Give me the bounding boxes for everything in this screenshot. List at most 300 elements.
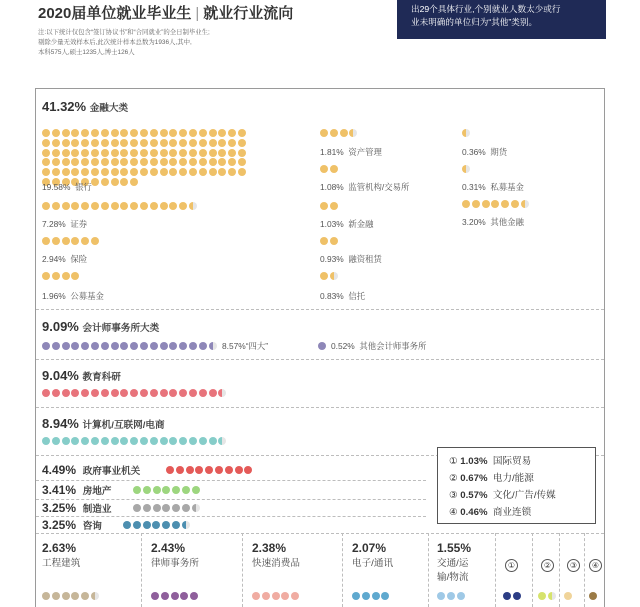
dot [228,139,236,147]
dot [176,466,184,474]
lawfirm-pct: 2.43% [151,541,186,555]
dot [199,149,207,157]
finance-label: 金融大类 [89,103,129,114]
dot [71,592,79,600]
dot [209,158,217,166]
dot [195,466,203,474]
dot [589,592,597,600]
public-fund-label [42,290,104,302]
other-accounting-pct: 0.52% [331,341,355,351]
dot [42,272,50,280]
dot [160,202,168,210]
dot [199,437,207,445]
dot [91,202,99,210]
dot [52,272,60,280]
half-dot [182,521,190,529]
accounting-label: 会计师事务所大类 [82,323,160,334]
dot [133,521,141,529]
it-total-pct: 8.94% [42,416,79,431]
realestate-dots [133,486,223,494]
dot [218,149,226,157]
dot [491,200,499,208]
private-fund-label [462,181,524,193]
dot [199,129,207,137]
dot [42,237,50,245]
electronics-dots [352,592,426,600]
dot [101,437,109,445]
dot [62,149,70,157]
dot [225,466,233,474]
construction-col [42,541,80,569]
dot [228,158,236,166]
dot [130,202,138,210]
dot [52,237,60,245]
dot [151,592,159,600]
dot [169,129,177,137]
dot [209,129,217,137]
dot [91,237,99,245]
legend-pct: 0.57% [460,490,488,501]
dot [169,202,177,210]
dot [81,237,89,245]
dot [172,521,180,529]
dot [101,202,109,210]
bank-dots [42,129,252,186]
big4-pct: 8.57% [222,341,246,351]
dot [91,129,99,137]
construction-name: 工程建筑 [42,558,81,569]
dot [140,342,148,350]
dot [179,437,187,445]
dot [262,592,270,600]
circle-num-2: ② [541,559,554,572]
dot [120,139,128,147]
dot [160,158,168,166]
dot [42,129,50,137]
private-fund-dots [462,165,592,173]
accounting-total [42,319,159,334]
dot [123,521,131,529]
consulting-name: 咨询 [82,521,102,532]
it-dots [42,437,242,445]
dot [91,178,99,186]
dot [330,237,338,245]
dot [62,202,70,210]
dot [81,592,89,600]
trust-name: 信托 [348,291,366,301]
circle-num-4: ④ [589,559,602,572]
dot [81,158,89,166]
dot [62,129,70,137]
dot [330,202,338,210]
dot [42,592,50,600]
dot [120,202,128,210]
asset-mgmt-name: 资产管理 [348,147,382,157]
dot [189,149,197,157]
dot [150,158,158,166]
dot [130,437,138,445]
note-line: 剔除少量无效样本后,此次统计样本总数为1936人,其中, [38,39,192,46]
dot [189,139,197,147]
dot [91,437,99,445]
dot [192,486,200,494]
dot [62,237,70,245]
dot [42,168,50,176]
dot [179,168,187,176]
dot [179,129,187,137]
dot [101,168,109,176]
dot [140,129,148,137]
dot [81,389,89,397]
dot [81,342,89,350]
legend-pct: 0.67% [460,473,488,484]
dot [160,139,168,147]
private-fund-name: 私募基金 [490,182,524,192]
dot [111,342,119,350]
dot [238,149,246,157]
dot [111,437,119,445]
manufacturing-pct: 3.25% [42,501,77,515]
other-accounting-dot [318,342,326,350]
dot [81,139,89,147]
legend-name: 文化/广告/传媒 [492,490,556,501]
retail-dots [589,592,603,600]
dot [330,129,338,137]
dot [120,342,128,350]
dot [71,272,79,280]
leasing-label [320,253,382,265]
dot [179,149,187,157]
new-finance-dots [320,202,440,210]
dot [179,158,187,166]
dot [71,139,79,147]
dot [152,521,160,529]
private-fund-pct: 0.31% [462,182,486,192]
dot [42,202,50,210]
other-finance-pct: 3.20% [462,217,486,227]
dot [320,202,328,210]
legend-pct: 0.46% [460,507,488,518]
education-total [42,368,121,383]
energy-dots [538,592,560,600]
public-fund-dots [42,272,252,280]
regulator-dots [320,165,440,173]
dot [150,202,158,210]
dot [179,342,187,350]
legend-box [437,447,596,524]
dot [172,486,180,494]
dot [52,592,60,600]
note-line: 本科575人,硕士1235人,博士126人 [38,49,135,56]
gov-row [42,463,140,477]
dot [140,139,148,147]
futures-name: 期货 [490,147,508,157]
dot [281,592,289,600]
dot [71,202,79,210]
dot [120,168,128,176]
dot [238,158,246,166]
dot [437,592,445,600]
dot [111,149,119,157]
col-separator [495,533,496,607]
legend-name: 电力/能源 [492,473,534,484]
other-finance-name: 其他金融 [490,217,524,227]
dot [52,139,60,147]
dot [457,592,465,600]
dot [111,178,119,186]
media-dots [564,592,586,600]
gov-name: 政府事业机关 [82,466,141,477]
finance-total [42,99,128,114]
legend-item [449,453,595,470]
dot [189,437,197,445]
row-separator [36,480,426,481]
dot [130,149,138,157]
dot [205,466,213,474]
education-dots [42,389,242,397]
consulting-row [42,518,102,532]
dot [160,342,168,350]
construction-dots [42,592,137,600]
dot [182,486,190,494]
dot [91,389,99,397]
construction-pct: 2.63% [42,541,77,555]
education-total-pct: 9.04% [42,368,79,383]
dot [209,139,217,147]
dot [162,521,170,529]
manufacturing-dots [133,504,223,512]
dot [162,504,170,512]
dot [42,139,50,147]
finance-total-pct: 41.32% [42,99,87,114]
half-dot [462,129,470,137]
dot [482,200,490,208]
futures-dots [462,129,592,137]
bank-pct: 19.58% [42,182,71,192]
dot [189,129,197,137]
dot [372,592,380,600]
legend-item [449,470,595,487]
dot [150,149,158,157]
dot [166,466,174,474]
leasing-pct: 0.93% [320,254,344,264]
dot [362,592,370,600]
dot [238,129,246,137]
dot [209,149,217,157]
dot [153,486,161,494]
dot [52,342,60,350]
dot [218,158,226,166]
dot [172,504,180,512]
dot [120,389,128,397]
dot [218,129,226,137]
dot [111,202,119,210]
half-dot [330,272,338,280]
dot [120,149,128,157]
half-dot [462,165,470,173]
it-total [42,416,165,431]
dot [150,129,158,137]
regulator-label [320,181,409,193]
securities-name: 证券 [70,219,88,229]
realestate-name: 房地产 [82,486,112,497]
dot [52,389,60,397]
dot [130,129,138,137]
col-separator [242,533,243,607]
dot [91,149,99,157]
manufacturing-name: 制造业 [82,504,112,515]
dot [91,342,99,350]
new-finance-pct: 1.03% [320,219,344,229]
insurance-dots [42,237,252,245]
dot [238,139,246,147]
insurance-name: 保险 [70,254,88,264]
fmcg-dots [252,592,340,600]
dot [179,202,187,210]
fmcg-col [252,541,300,569]
dot [169,158,177,166]
legend-num: ② [449,473,458,484]
row-separator [36,359,604,360]
col-separator [428,533,429,607]
dot [169,149,177,157]
dot [228,129,236,137]
dot [101,389,109,397]
dot [169,389,177,397]
education-label: 教育科研 [82,372,121,383]
dot [564,592,572,600]
regulator-name: 监管机构/交易所 [348,182,410,192]
other-accounting-label [331,340,426,352]
dot [150,389,158,397]
futures-label [462,146,507,158]
futures-pct: 0.36% [462,147,486,157]
title-main: 2020届单位就业毕业生 [38,5,192,22]
dot [462,200,470,208]
dot [120,158,128,166]
new-finance-name: 新金融 [348,219,374,229]
col-separator [342,533,343,607]
securities-dots [42,202,252,210]
manufacturing-row [42,501,111,515]
dot [130,139,138,147]
dot [101,178,109,186]
dot [160,149,168,157]
dot [91,168,99,176]
dot [101,158,109,166]
dot [133,486,141,494]
electronics-name: 电子/通讯 [352,558,394,569]
dot [244,466,252,474]
dot [169,139,177,147]
dot [179,389,187,397]
note-line: 注:以下统计仅包含“签订协议书”和“合同就业”的全日制毕业生; [38,29,210,36]
dot [71,237,79,245]
dot [42,158,50,166]
asset-mgmt-pct: 1.81% [320,147,344,157]
row-separator [36,309,604,310]
logistics-name-line2: 输/物流 [437,572,469,583]
dot [199,158,207,166]
other-accounting-name: 其他会计师事务所 [359,341,427,351]
dot [71,389,79,397]
dot [52,202,60,210]
dot [143,521,151,529]
dot [150,437,158,445]
dot [162,486,170,494]
gov-dots [166,466,266,474]
dot [81,149,89,157]
dot [513,592,521,600]
other-finance-label [462,216,524,228]
fmcg-pct: 2.38% [252,541,287,555]
dot [538,592,546,600]
dot [160,168,168,176]
dot [199,168,207,176]
legend-item [449,487,595,504]
dot [209,389,217,397]
logistics-name-line1: 交通/运 [437,558,469,569]
dot [101,139,109,147]
asset-mgmt-dots [320,129,440,137]
dot [52,437,60,445]
dot [272,592,280,600]
dot [140,437,148,445]
dot [71,149,79,157]
corner-note-line: 业未明确的单位归为“其他”类别。 [411,17,538,27]
col-separator [141,533,142,607]
dot [71,437,79,445]
dot [199,389,207,397]
asset-mgmt-label [320,146,382,158]
half-dot [218,389,226,397]
sample-note [38,28,318,58]
dot [511,200,519,208]
row-separator [36,533,604,534]
dot [71,168,79,176]
big4-name: “四大” [245,341,269,351]
dot [320,129,328,137]
trust-dots [320,272,440,280]
intl-trade-dots [503,592,533,600]
dot [160,129,168,137]
dot [71,342,79,350]
consulting-pct: 3.25% [42,518,77,532]
dot [81,437,89,445]
dot [42,149,50,157]
half-dot [218,437,226,445]
dot [186,466,194,474]
dot [62,389,70,397]
dot [171,592,179,600]
dot [111,168,119,176]
legend-name: 国际贸易 [492,456,532,467]
dot [130,178,138,186]
dot [472,200,480,208]
realestate-pct: 3.41% [42,483,77,497]
dot [182,504,190,512]
public-fund-pct: 1.96% [42,291,66,301]
logistics-dots [437,592,493,600]
dot [209,437,217,445]
dot [150,342,158,350]
half-dot [209,342,217,350]
gov-pct: 4.49% [42,463,77,477]
leasing-dots [320,237,440,245]
fmcg-name: 快速消费品 [252,558,300,569]
legend-pct: 1.03% [460,456,488,467]
title-subtitle: 就业行业流向 [203,5,294,22]
